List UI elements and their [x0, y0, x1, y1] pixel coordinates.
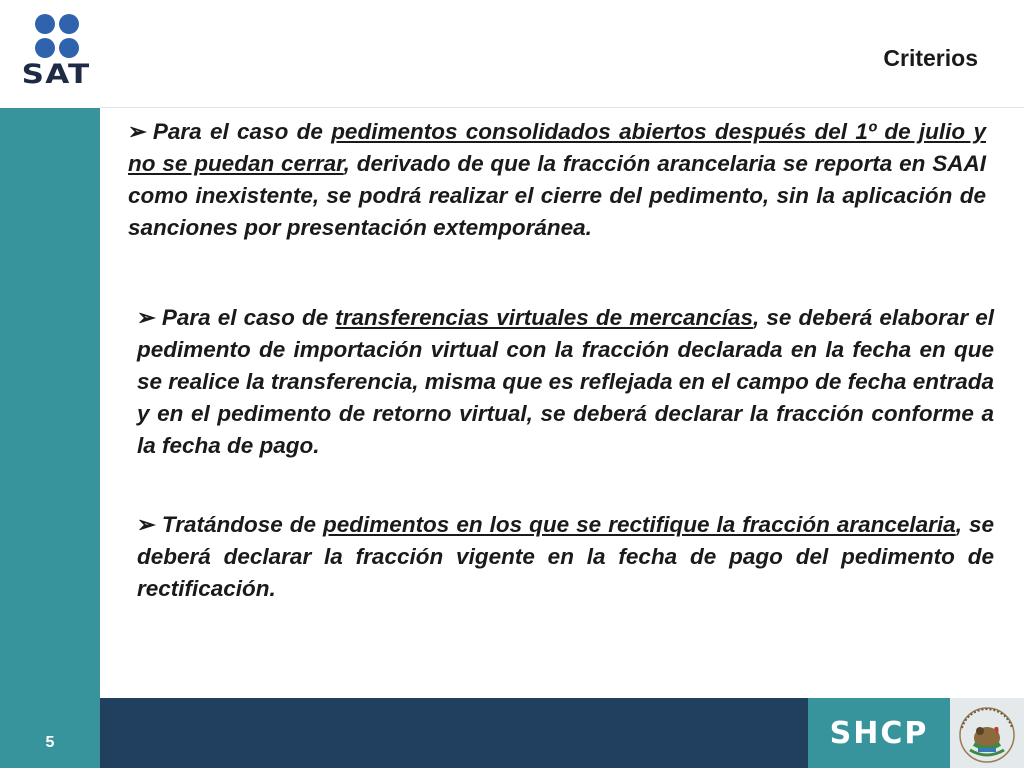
shcp-logo: [808, 698, 950, 768]
shcp-logo-text: SHCP: [829, 715, 929, 751]
paragraph-text-start: Para el caso de: [152, 119, 332, 144]
paragraph-consolidated-pedimentos: [128, 116, 986, 244]
paragraph-text-start: Tratándose de: [161, 512, 324, 537]
paragraph-rectification: [137, 509, 994, 605]
mexico-seal: [950, 698, 1024, 768]
paragraph-underlined-text: pedimentos consolidados abiertos después del 1º de julio y no se puedan cerrar: [128, 119, 986, 176]
eagle-seal-icon: [950, 698, 1024, 768]
paragraph-underlined-text: pedimentos en los que se rectifique la fracción arancelaria: [323, 512, 956, 537]
paragraph-text-end: , se deberá declarar la fracción vigente en la fecha de pago del pedimento de rectificación.: [137, 512, 995, 601]
page-title: Criterios: [883, 45, 978, 71]
paragraph-text-start: Para el caso de: [161, 305, 336, 330]
arrow-bullet-icon: ➢: [128, 119, 147, 144]
paragraph-underlined-text: transferencias virtuales de mercancías: [335, 305, 754, 330]
arrow-bullet-icon: ➢: [137, 512, 156, 537]
paragraph-text-end: , se deberá elaborar el pedimento de importación virtual con la fracción declarada en la fecha en que se realice la transferencia, misma que es reflejada en el campo de fecha entrada y en el pedimento de retorno virtual, se deberá declarar la fracción conforme a la fecha de pago.: [137, 305, 994, 458]
paragraph-text-end: , derivado de que la fracción arancelaria se reporta en SAAI como inexistente, se podrá realizar el cierre del pedimento, sin la aplicación de sanciones por presentación extemporánea.: [128, 151, 986, 240]
arrow-bullet-icon: ➢: [137, 305, 156, 330]
slide-number: 5: [45, 734, 55, 751]
footer-bar: [100, 698, 808, 768]
paragraph-virtual-transfers: [137, 302, 994, 462]
logo-text: SAT: [21, 59, 91, 90]
